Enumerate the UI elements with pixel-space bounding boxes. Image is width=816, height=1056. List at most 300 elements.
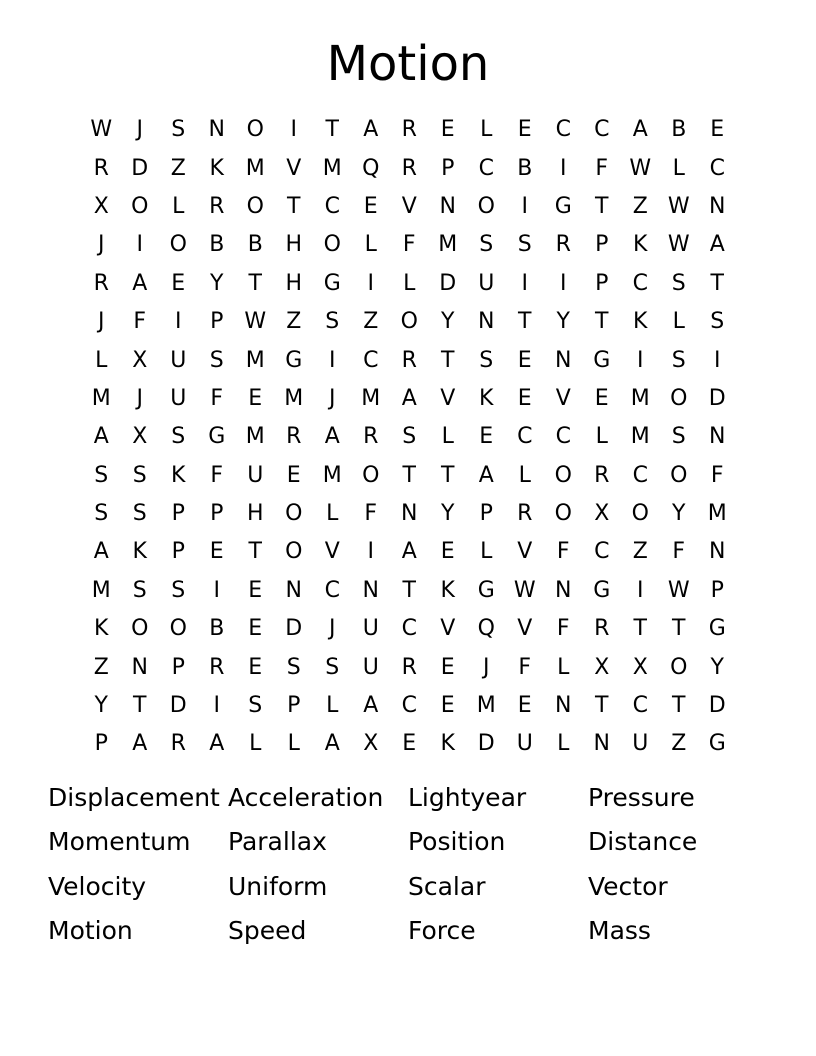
grid-letter: R [401,347,417,373]
word-list-item: Displacement [48,783,220,812]
grid-letter: E [286,462,301,488]
grid-letter: U [362,616,379,642]
grid-letter: J [98,309,105,335]
grid-letter: R [401,117,417,143]
grid-letter: T [710,270,724,296]
grid-letter: L [557,654,570,680]
grid-letter: I [637,577,644,603]
grid-letter: S [94,501,109,527]
grid-letter: I [213,577,220,603]
grid-letter: S [671,270,686,296]
grid-letter: N [478,309,495,335]
grid-letter: W [513,577,536,603]
grid-letter: W [667,577,690,603]
grid-letter: G [285,347,303,373]
grid-letter: E [710,117,725,143]
grid-letter: W [244,309,267,335]
word-list-item: Pressure [588,783,695,812]
grid-letter: K [440,577,455,603]
grid-letter: N [131,654,148,680]
grid-letter: O [285,539,303,565]
grid-letter: I [521,270,528,296]
grid-letter: I [714,347,721,373]
grid-letter: P [171,654,185,680]
grid-letter: F [210,385,224,411]
grid-letter: O [246,193,264,219]
grid-letter: S [402,424,417,450]
grid-letter: P [710,577,724,603]
grid-letter: I [136,232,143,258]
grid-letter: I [290,117,297,143]
grid-letter: V [324,539,340,565]
grid-letter: S [671,347,686,373]
grid-letter: E [248,385,263,411]
grid-letter: C [709,155,725,181]
grid-letter: X [594,654,610,680]
grid-letter: X [363,731,379,757]
grid-letter: L [95,347,108,373]
grid-letter: L [595,424,608,450]
grid-letter: S [94,462,109,488]
grid-letter: M [322,462,342,488]
word-list-item: Parallax [228,827,327,857]
grid-letter: S [132,462,147,488]
grid-letter: S [325,654,340,680]
grid-letter: C [632,270,648,296]
grid-letter: O [169,616,187,642]
grid-letter: A [132,731,148,757]
grid-letter: V [286,155,302,181]
grid-letter: D [708,385,726,411]
grid-letter: P [171,539,185,565]
grid-letter: U [362,654,379,680]
grid-letter: S [132,577,147,603]
grid-letter: F [518,654,532,680]
grid-letter: S [132,501,147,527]
grid-letter: F [133,309,147,335]
grid-letter: M [630,385,650,411]
grid-letter: T [595,309,609,335]
grid-letter: X [93,193,109,219]
grid-letter: R [594,616,610,642]
grid-letter: V [401,193,417,219]
grid-letter: R [401,654,417,680]
grid-letter: D [439,270,457,296]
grid-letter: T [133,693,147,719]
grid-letter: G [593,347,611,373]
grid-letter: Z [286,309,302,335]
grid-letter: M [245,155,265,181]
grid-letter: V [517,539,533,565]
grid-letter: Z [632,539,648,565]
grid-letter: G [593,577,611,603]
grid-letter: M [476,693,496,719]
grid-letter: E [248,654,263,680]
grid-letter: F [595,155,609,181]
grid-letter: E [171,270,186,296]
grid-letter: N [593,731,610,757]
grid-letter: A [324,424,340,450]
grid-letter: I [213,693,220,719]
grid-letter: Z [363,309,379,335]
grid-letter: R [209,193,225,219]
grid-letter: V [555,385,571,411]
grid-letter: M [361,385,381,411]
grid-letter: L [480,117,493,143]
grid-letter: B [671,117,687,143]
grid-letter: Z [170,155,186,181]
grid-letter: F [402,232,416,258]
grid-letter: U [632,731,649,757]
grid-letter: L [249,731,262,757]
grid-letter: S [671,424,686,450]
grid-letter: A [632,117,648,143]
grid-letter: T [441,347,455,373]
grid-letter: N [709,193,726,219]
grid-letter: R [363,424,379,450]
grid-letter: E [479,424,494,450]
grid-letter: O [554,462,572,488]
grid-letter: G [323,270,341,296]
grid-letter: A [93,539,109,565]
grid-letter: O [362,462,380,488]
grid-letter: F [364,501,378,527]
grid-letter: L [518,462,531,488]
grid-letter: I [367,539,374,565]
grid-letter: S [171,424,186,450]
grid-letter: O [631,501,649,527]
grid-letter: Z [632,193,648,219]
grid-letter: N [401,501,418,527]
grid-letter: C [594,539,610,565]
grid-letter: R [517,501,533,527]
grid-letter: G [477,577,495,603]
grid-letter: P [479,501,493,527]
grid-letter: J [136,385,143,411]
word-list-item: Mass [588,915,651,945]
grid-letter: S [710,309,725,335]
grid-letter: Y [210,270,224,296]
grid-letter: F [210,462,224,488]
grid-letter: K [633,232,648,258]
grid-letter: I [175,309,182,335]
grid-letter: I [521,193,528,219]
grid-letter: K [132,539,147,565]
grid-letter: R [170,731,186,757]
word-list-item: Force [408,915,476,945]
grid-letter: T [441,462,455,488]
grid-letter: Y [672,501,686,527]
grid-letter: S [286,654,301,680]
grid-letter: X [632,654,648,680]
grid-letter: N [555,347,572,373]
grid-letter: B [247,232,263,258]
grid-letter: T [402,577,416,603]
grid-letter: N [709,539,726,565]
grid-letter: T [325,117,339,143]
grid-letter: P [595,232,609,258]
grid-letter: S [325,309,340,335]
word-list-item: Velocity [48,871,147,901]
word-list-item: Acceleration [228,783,384,812]
grid-letter: J [329,385,336,411]
grid-letter: V [440,616,456,642]
page-title: Motion [326,36,490,92]
grid-letter: C [555,117,571,143]
grid-letter: U [478,270,495,296]
grid-letter: A [132,270,148,296]
grid-letter: N [439,193,456,219]
grid-letter: C [517,424,533,450]
grid-letter: A [93,424,109,450]
grid-letter: R [93,155,109,181]
grid-letter: U [170,385,187,411]
grid-letter: D [477,731,495,757]
grid-letter: R [555,232,571,258]
grid-letter: L [326,501,339,527]
grid-letter: M [91,577,111,603]
word-list-item: Lightyear [408,783,527,812]
grid-letter: Q [477,616,495,642]
grid-letter: O [131,616,149,642]
grid-letter: D [708,693,726,719]
grid-letter: P [287,693,301,719]
grid-letter: M [438,232,458,258]
grid-letter: Y [441,501,455,527]
grid-letter: L [480,539,493,565]
grid-letter: C [594,117,610,143]
grid-letter: E [440,117,455,143]
grid-letter: X [132,424,148,450]
grid-letter: J [98,232,105,258]
grid-letter: E [440,539,455,565]
grid-letter: K [440,731,455,757]
grid-letter: Q [362,155,380,181]
grid-letter: O [554,501,572,527]
grid-letter: R [286,424,302,450]
grid-letter: E [440,693,455,719]
grid-letter: G [554,193,572,219]
grid-letter: L [326,693,339,719]
grid-letter: J [136,117,143,143]
grid-letter: L [672,155,685,181]
grid-letter: A [401,385,417,411]
grid-letter: T [287,193,301,219]
grid-letter: E [517,117,532,143]
grid-letter: E [440,654,455,680]
grid-letter: K [171,462,186,488]
grid-letter: M [245,424,265,450]
grid-letter: W [629,155,652,181]
grid-letter: L [403,270,416,296]
grid-letter: P [595,270,609,296]
grid-letter: A [401,539,417,565]
grid-letter: C [324,193,340,219]
word-list-item: Distance [588,827,698,857]
word-list [48,776,768,953]
grid-letter: S [248,693,263,719]
grid-letter: R [401,155,417,181]
grid-letter: M [245,347,265,373]
grid-letter: E [248,616,263,642]
grid-letter: P [210,501,224,527]
grid-letter: O [285,501,303,527]
grid-letter: C [401,616,417,642]
grid-letter: O [477,193,495,219]
grid-letter: P [171,501,185,527]
grid-letter: R [93,270,109,296]
grid-letter: T [248,539,262,565]
grid-letter: G [708,731,726,757]
grid-letter: K [633,309,648,335]
grid-letter: V [440,385,456,411]
grid-letter: E [517,347,532,373]
grid-letter: E [517,693,532,719]
grid-letter: T [518,309,532,335]
grid-letter: Y [710,654,724,680]
grid-letter: Z [671,731,687,757]
grid-letter: M [707,501,727,527]
grid-letter: X [594,501,610,527]
letter-grid [82,111,737,764]
grid-letter: T [672,616,686,642]
grid-letter: G [708,616,726,642]
grid-letter: D [169,693,187,719]
grid-letter: O [670,462,688,488]
grid-letter: U [247,462,264,488]
grid-letter: S [479,347,494,373]
grid-letter: L [172,193,185,219]
grid-letter: T [595,693,609,719]
grid-letter: L [557,731,570,757]
grid-letter: P [441,155,455,181]
grid-letter: T [633,616,647,642]
grid-letter: F [672,539,686,565]
grid-letter: C [478,155,494,181]
grid-letter: C [632,693,648,719]
grid-letter: K [94,616,109,642]
grid-letter: J [483,654,490,680]
grid-letter: N [555,693,572,719]
grid-letter: T [672,693,686,719]
grid-letter: L [287,731,300,757]
grid-letter: E [517,385,532,411]
grid-letter: P [94,731,108,757]
grid-letter: S [479,232,494,258]
grid-letter: C [555,424,571,450]
grid-letter: M [630,424,650,450]
word-list-item: Position [408,827,506,857]
word-list-item: Momentum [48,827,191,857]
grid-letter: P [210,309,224,335]
grid-letter: I [367,270,374,296]
grid-letter: O [131,193,149,219]
grid-letter: Y [556,309,570,335]
grid-letter: E [402,731,417,757]
grid-letter: E [209,539,224,565]
grid-letter: E [363,193,378,219]
grid-letter: M [322,155,342,181]
grid-letter: L [672,309,685,335]
grid-letter: J [329,616,336,642]
word-list-item: Uniform [228,871,328,901]
grid-letter: N [208,117,225,143]
grid-letter: Y [441,309,455,335]
grid-letter: N [709,424,726,450]
grid-letter: I [560,270,567,296]
grid-letter: H [285,270,303,296]
grid-letter: L [364,232,377,258]
grid-letter: S [171,117,186,143]
grid-letter: V [517,616,533,642]
grid-letter: C [632,462,648,488]
grid-letter: O [169,232,187,258]
grid-letter: N [285,577,302,603]
grid-letter: B [209,232,225,258]
grid-letter: U [170,347,187,373]
grid-letter: K [479,385,494,411]
grid-letter: H [285,232,303,258]
grid-letter: O [670,385,688,411]
word-list-item: Speed [228,915,307,945]
grid-letter: N [555,577,572,603]
grid-letter: W [667,193,690,219]
grid-letter: G [208,424,226,450]
grid-letter: A [363,117,379,143]
grid-letter: B [209,616,225,642]
grid-letter: A [709,232,725,258]
grid-letter: B [517,155,533,181]
grid-letter: O [323,232,341,258]
grid-letter: I [329,347,336,373]
grid-letter: M [284,385,304,411]
grid-letter: E [248,577,263,603]
grid-letter: F [710,462,724,488]
grid-letter: S [171,577,186,603]
grid-letter: O [400,309,418,335]
grid-letter: A [324,731,340,757]
grid-letter: Y [94,693,108,719]
grid-letter: C [401,693,417,719]
grid-letter: D [285,616,303,642]
grid-letter: I [637,347,644,373]
grid-letter: S [209,347,224,373]
grid-letter: A [363,693,379,719]
grid-letter: R [209,654,225,680]
grid-letter: W [667,232,690,258]
word-list-item: Scalar [408,871,486,901]
grid-letter: H [246,501,264,527]
grid-letter: U [516,731,533,757]
grid-letter: C [324,577,340,603]
word-list-item: Vector [588,871,668,901]
grid-letter: N [362,577,379,603]
grid-letter: R [594,462,610,488]
grid-letter: M [91,385,111,411]
grid-letter: D [131,155,149,181]
grid-letter: A [209,731,225,757]
grid-letter: F [556,539,570,565]
grid-letter: S [517,232,532,258]
grid-letter: T [595,193,609,219]
grid-letter: W [90,117,113,143]
grid-letter: E [594,385,609,411]
grid-letter: O [246,117,264,143]
grid-letter: Z [93,654,109,680]
grid-letter: I [560,155,567,181]
grid-letter: C [363,347,379,373]
grid-letter: O [670,654,688,680]
